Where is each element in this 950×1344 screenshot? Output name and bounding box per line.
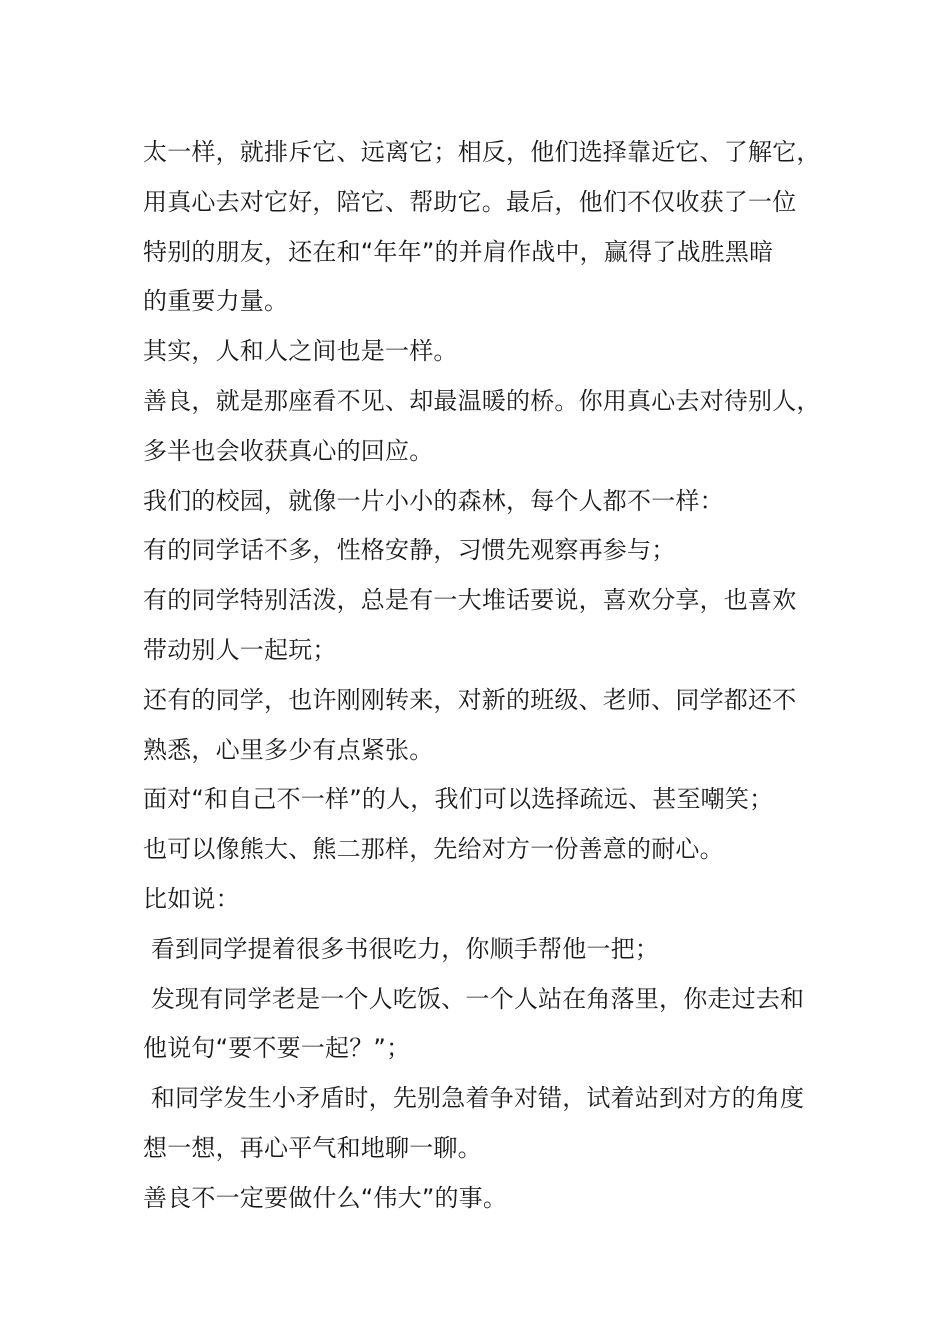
text-line: 带动别人一起玩； [143,635,337,664]
text-line: 熟悉，心里多少有点紧张。 [143,735,434,764]
text-line: 的重要力量。 [143,287,289,316]
text-line: 面对“和自己不一样”的人，我们可以选择疏远、甚至嘲笑； [143,785,774,814]
text-line: 善良，就是那座看不见、却最温暖的桥。你用真心去对待别人， [143,386,821,415]
text-line: 发现有同学老是一个人吃饭、一个人站在角落里，你走过去和 [143,984,805,1013]
text-line: 比如说： [143,884,240,913]
text-line: 有的同学话不多，性格安静，习惯先观察再参与； [143,536,676,565]
text-line: 我们的校园，就像一片小小的森林，每个人都不一样： [143,486,724,515]
text-line: 特别的朋友，还在和“年年”的并肩作战中，赢得了战胜黑暗 [143,237,774,266]
text-line: 看到同学提着很多书很吃力，你顺手帮他一把； [143,934,660,963]
text-line: 多半也会收获真心的回应。 [143,436,434,465]
text-line: 也可以像熊大、熊二那样，先给对方一份善意的耐心。 [143,835,724,864]
text-line: 用真心去对它好，陪它、帮助它。最后，他们不仅收获了一位 [143,187,797,216]
text-line: 还有的同学，也许刚刚转来，对新的班级、老师、同学都还不 [143,685,797,714]
text-line: 有的同学特别活泼，总是有一大堆话要说，喜欢分享，也喜欢 [143,586,797,615]
text-line: 他说句“要不要一起？”； [143,1034,411,1063]
text-line: 其实，人和人之间也是一样。 [143,337,458,366]
text-line: 想一想，再心平气和地聊一聊。 [143,1133,482,1162]
document-body [143,128,843,1224]
text-line: 太一样，就排斥它、远离它；相反，他们选择靠近它、了解它， [143,138,821,166]
text-line: 善良不一定要做什么“伟大”的事。 [143,1183,508,1212]
text-line: 和同学发生小矛盾时，先别急着争对错，试着站到对方的角度 [143,1084,805,1113]
